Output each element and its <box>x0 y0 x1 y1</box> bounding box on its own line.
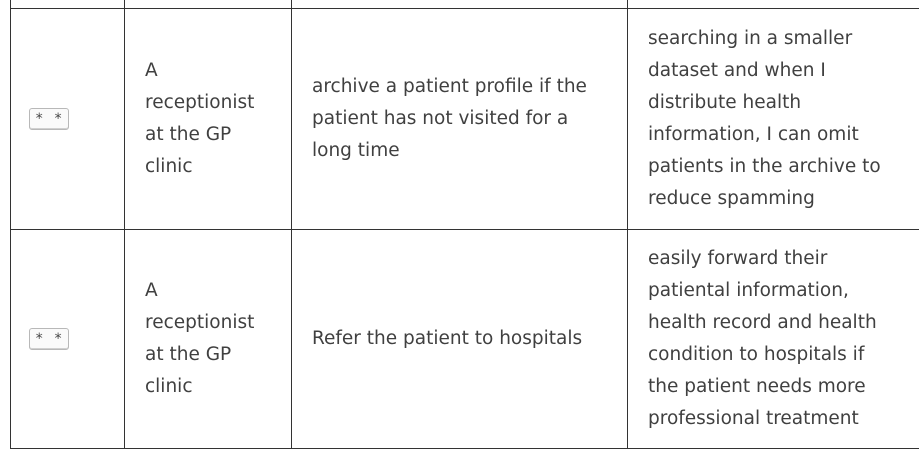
table-cell <box>125 0 292 9</box>
role-text: A receptionist at the GP clinic <box>125 55 275 183</box>
table-row <box>11 9 919 230</box>
priority-cell <box>11 230 125 449</box>
benefit-text: searching in a smaller dataset and when I distribute health information, I can omit patients in the archive to reduce spamming <box>628 23 908 215</box>
priority-cell <box>11 9 125 230</box>
table-row <box>11 230 919 449</box>
role-cell <box>125 230 292 449</box>
priority-badge: * * <box>29 328 69 350</box>
benefit-text: easily forward their patiental information, health record and health condition to hospitals if the patient needs more professional treatment <box>628 243 908 435</box>
table-cell <box>292 0 628 9</box>
priority-badge: * * <box>29 108 69 130</box>
benefit-cell <box>628 230 919 449</box>
table-row-previous-partial <box>11 0 919 9</box>
table-cell <box>11 0 125 9</box>
goal-cell <box>292 230 628 449</box>
goal-text: Refer the patient to hospitals <box>292 323 622 355</box>
user-stories-table <box>10 0 919 449</box>
role-cell <box>125 9 292 230</box>
benefit-cell <box>628 9 919 230</box>
goal-text: archive a patient profile if the patient has not visited for a long time <box>292 71 622 167</box>
role-text: A receptionist at the GP clinic <box>125 275 275 403</box>
goal-cell <box>292 9 628 230</box>
table-cell <box>628 0 919 9</box>
